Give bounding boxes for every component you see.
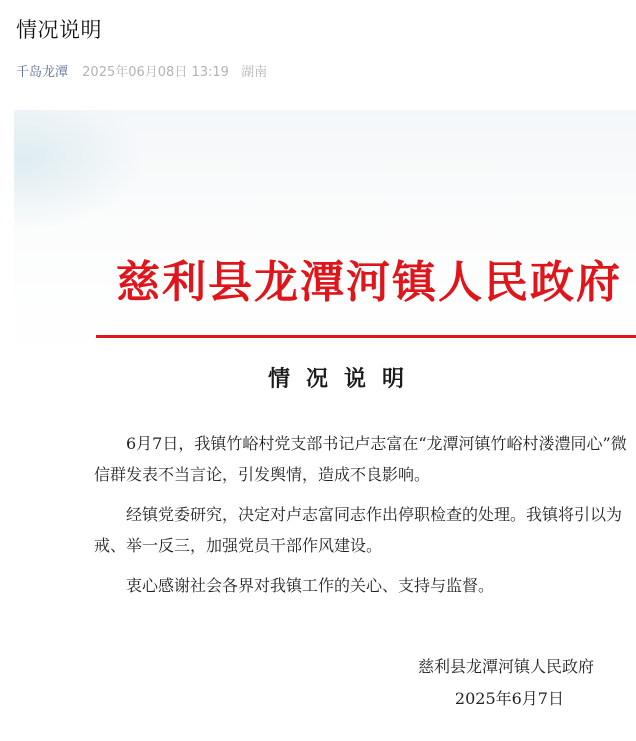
publish-time: 2025年06月08日 13:19 (82, 65, 229, 80)
document-heading: 情况说明 (267, 366, 420, 392)
article-meta (16, 61, 267, 80)
document-paragraph: 衷心感谢社会各界对我镇工作的关心、支持与监督。 (126, 576, 495, 595)
document-body (94, 428, 634, 610)
publish-location: 湖南 (241, 65, 268, 80)
letterhead-red-rule (96, 335, 636, 338)
account-name-link[interactable]: 千岛龙潭 (16, 65, 69, 80)
article-title: 情况说明 (16, 18, 102, 42)
document-paragraph: 6月7日，我镇竹峪村党支部书记卢志富在“龙潭河镇竹峪村溇澧同心”微信群发表不当言论，引发舆情，造成不良影响。 (94, 434, 627, 484)
document-paragraph: 经镇党委研究，决定对卢志富同志作出停职检查的处理。我镇将引以为戒、举一反三，加强党员干部作风建设。 (94, 505, 623, 555)
letterhead-title: 慈利县龙潭河镇人民政府 (116, 257, 622, 308)
photo-glare (14, 110, 144, 230)
signatory: 慈利县龙潭河镇人民政府 (417, 657, 594, 676)
document-image[interactable] (14, 110, 636, 741)
document-date: 2025年6月7日 (454, 689, 564, 708)
document-signature-block (364, 651, 594, 715)
